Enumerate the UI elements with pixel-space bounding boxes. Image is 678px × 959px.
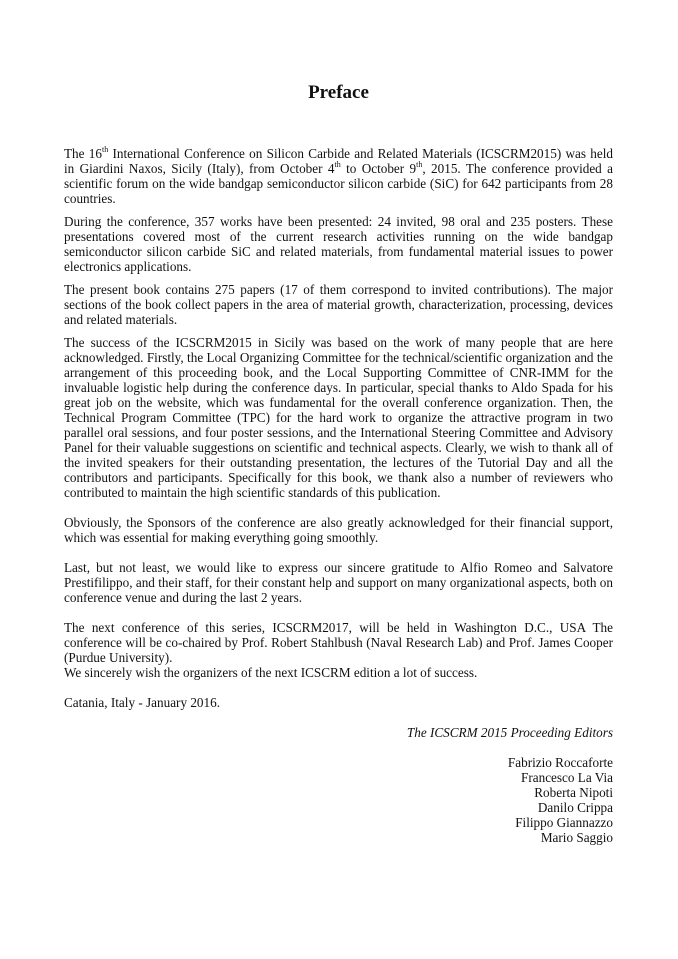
superscript-ordinal: th [334, 159, 341, 169]
text-segment: International Conference on Silicon Carbide and Related Materials (ICSCRM2015) was held in Giardini Naxos, Sicily (Italy), from October 4 [64, 146, 613, 176]
editor-name: Mario Saggio [540, 830, 613, 845]
editor-name: Roberta Nipoti [534, 785, 613, 800]
paragraph-gratitude: Last, but not least, we would like to express our sincere gratitude to Alfio Romeo and Salvatore Prestifilippo, and their staff, for their constant help and support on many organizational aspects, both on conference venue and during the last 2 years. [64, 560, 613, 605]
editor-name: Fabrizio Roccaforte [507, 755, 613, 770]
paragraph-works-presented: During the conference, 357 works have been presented: 24 invited, 98 oral and 235 posters. These presentations covered most of the current research activities running on the wide bandgap semiconductor silicon carbide SiC and related materials, from fundamental material issues to power electronics applications. [64, 214, 613, 274]
paragraph-wishes: We sincerely wish the organizers of the next ICSCRM edition a lot of success. [64, 665, 478, 680]
editor-name: Francesco La Via [521, 770, 613, 785]
editor-name: Danilo Crippa [537, 800, 613, 815]
paragraph-next-conference: The next conference of this series, ICSCRM2017, will be held in Washington D.C., USA The conference will be co-chaired by Prof. Robert Stahlbush (Naval Research Lab) and Prof. James Cooper (Purdue University). [64, 620, 613, 665]
paragraph-conference-intro [64, 146, 613, 206]
paragraph-book-contents: The present book contains 275 papers (17 of them correspond to invited contributions). The major sections of the book collect papers in the area of material growth, characterization, processing, devices and related materials. [64, 282, 613, 327]
superscript-ordinal: th [416, 159, 423, 169]
place-date: Catania, Italy - January 2016. [64, 695, 221, 710]
paragraph-acknowledgements: The success of the ICSCRM2015 in Sicily was based on the work of many people that are here acknowledged. Firstly, the Local Organizing Committee for the technical/scientific organization and the arrangement of this proceeding book, and the Local Supporting Committee of CNR-IMM for the invaluable logistic help during the conference days. In particular, special thanks to Aldo Spada for his great job on the website, which was fundamental for the overall conference organization. Then, the Technical Program Committee (TPC) for the hard work to organize the attractive program in two parallel oral sessions, and four poster sessions, and the International Steering Committee and Advisory Panel for their valuable suggestions on scientific and technical aspects. Clearly, we wish to thank all of the invited speakers for their outstanding presentation, the lectures of the Tutorial Day and all the contributors and participants. Specifically for this book, we thank also a number of reviewers who contributed to maintain the high scientific standards of this publication. [64, 335, 613, 500]
paragraph-sponsors: Obviously, the Sponsors of the conference are also greatly acknowledged for their financial support, which was essential for making everything going smoothly. [64, 515, 613, 545]
editor-name: Filippo Giannazzo [515, 815, 613, 830]
text-segment: , 2015. The conference provided a scientific forum on the wide bandgap semiconductor silicon carbide (SiC) for 642 participants from 28 countries. [64, 161, 613, 206]
page-title: Preface [308, 82, 369, 103]
text-segment: to October 9 [340, 161, 417, 176]
editors-list [64, 755, 613, 845]
text-segment: The 16 [64, 146, 102, 161]
preface-body [64, 146, 613, 845]
superscript-ordinal: th [101, 144, 109, 154]
signature-title: The ICSCRM 2015 Proceeding Editors [406, 725, 613, 740]
